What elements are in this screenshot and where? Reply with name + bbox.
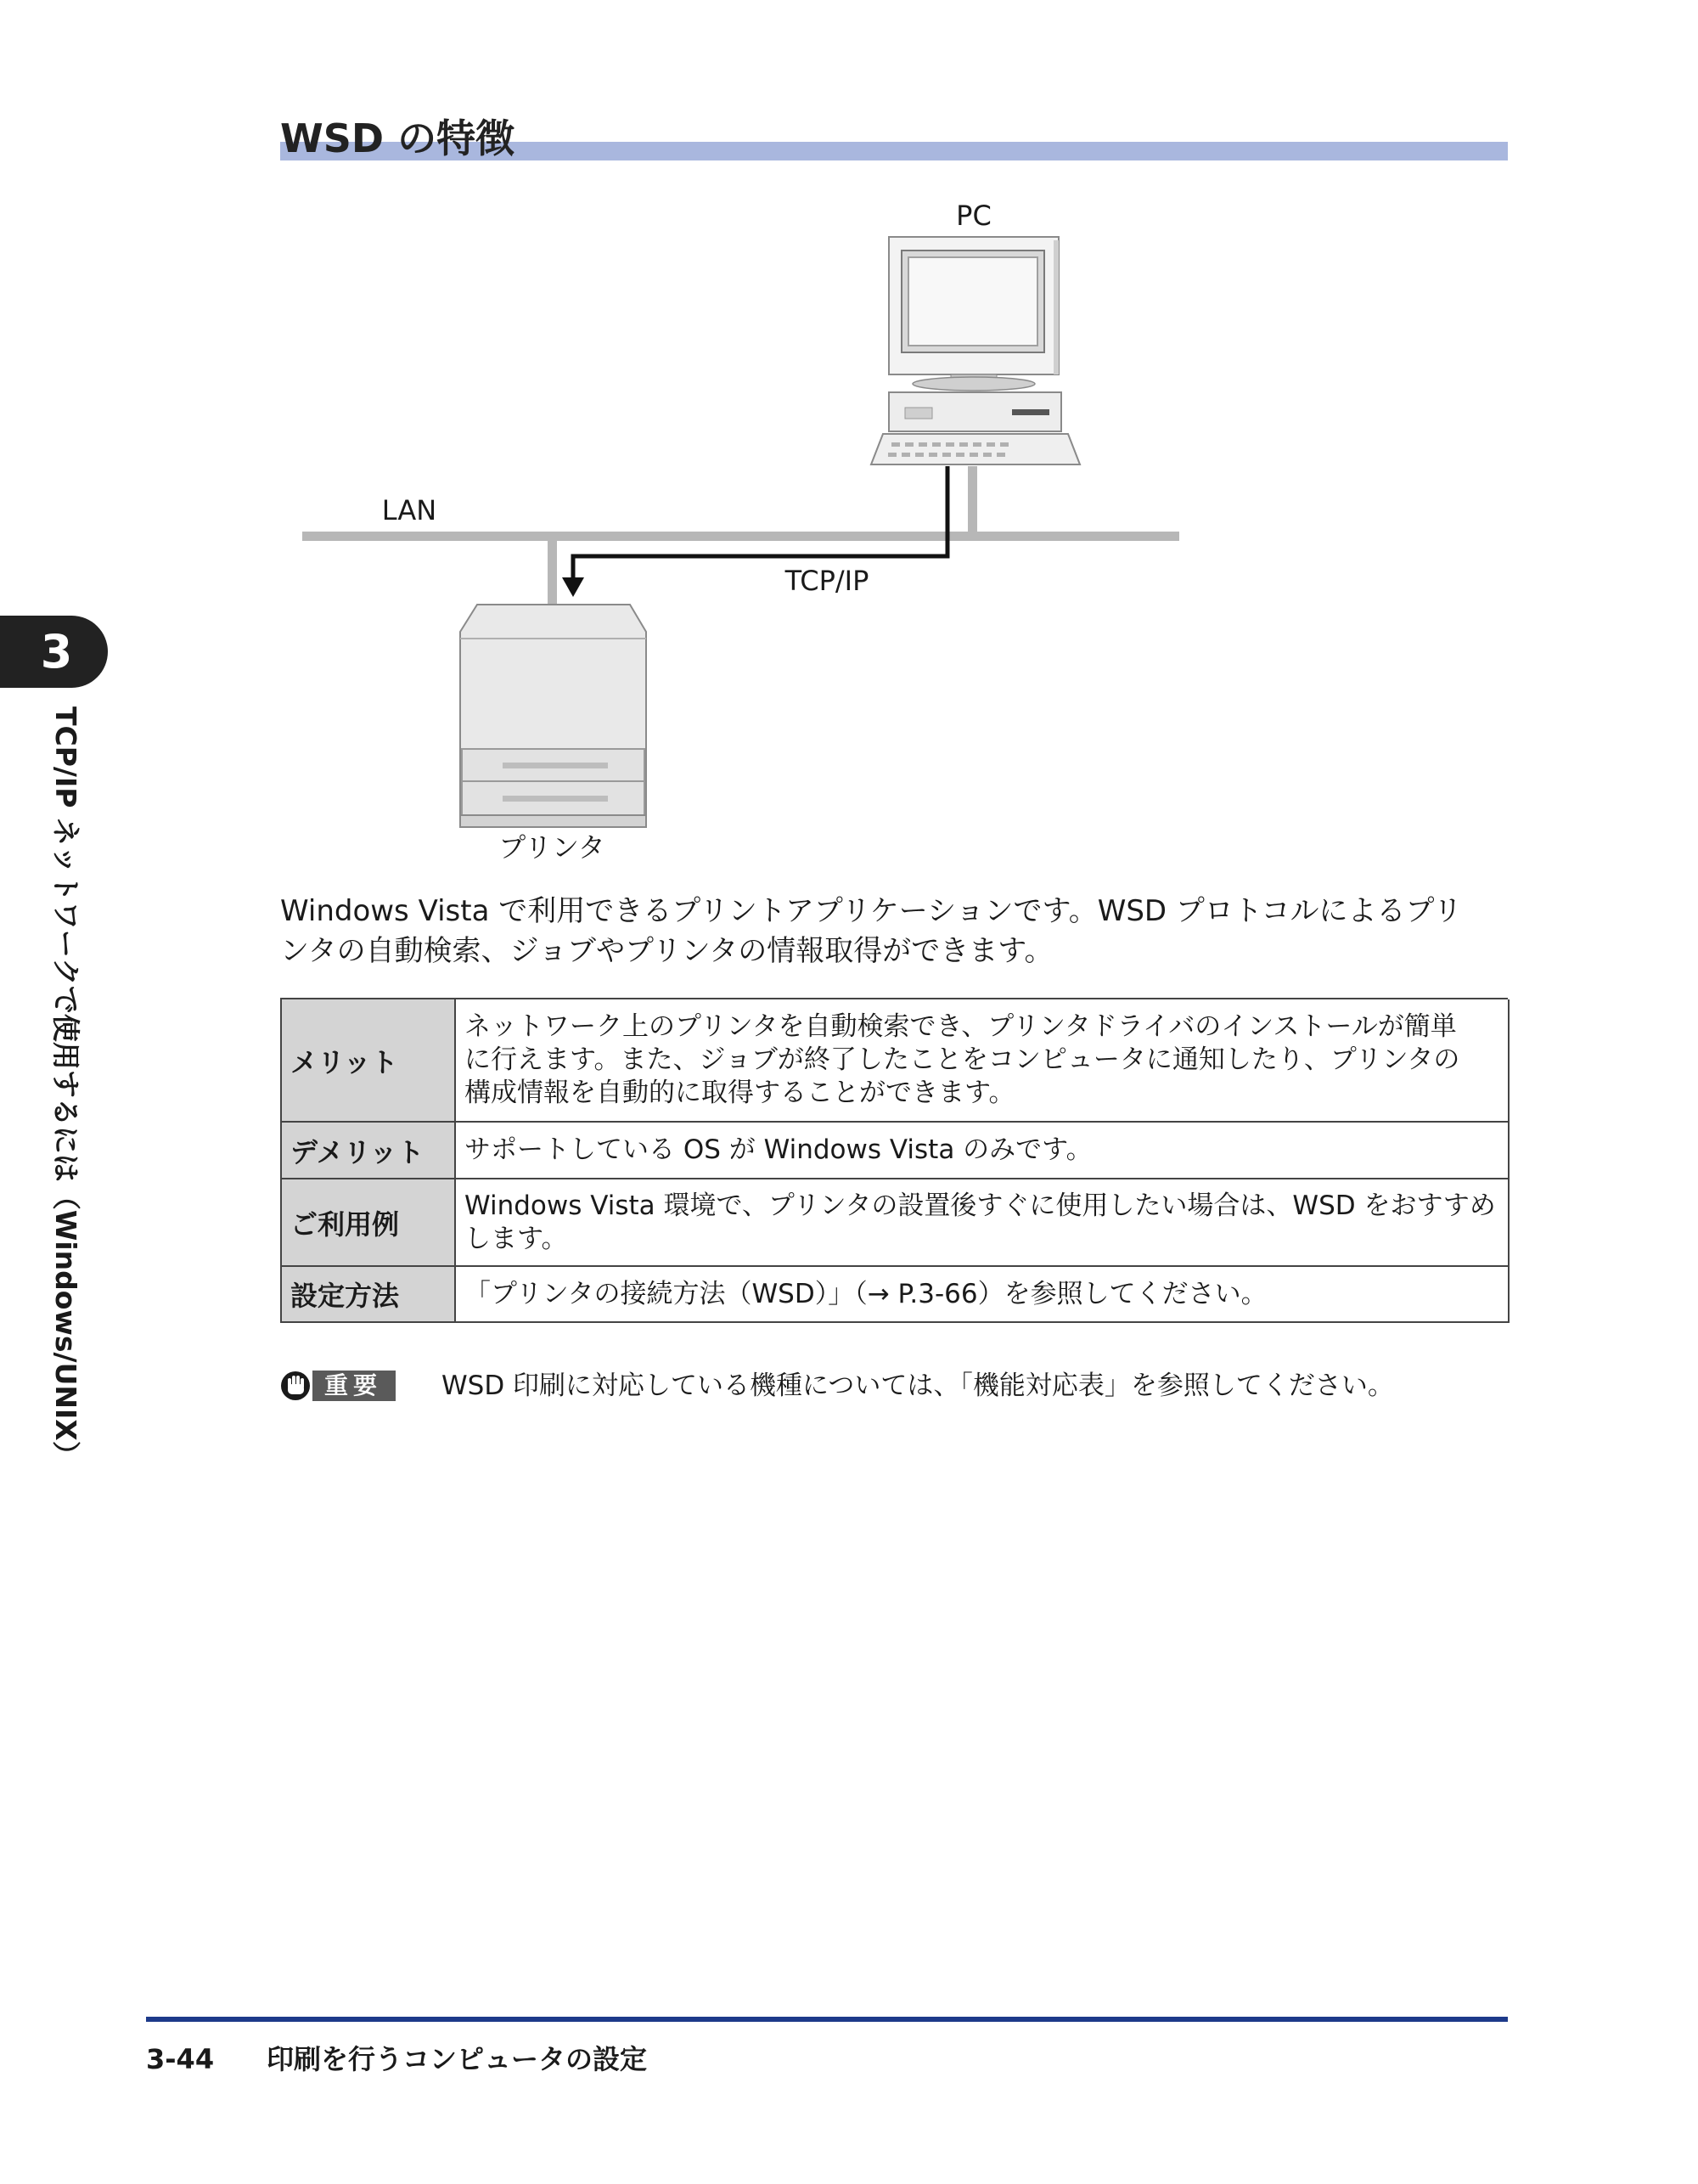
footer-section-title: 印刷を行うコンピュータの設定 <box>267 2043 648 2075</box>
row-header-merit: メリット <box>282 999 456 1123</box>
tcpip-path <box>573 466 947 579</box>
intro-paragraph <box>280 892 1520 971</box>
footer-rule <box>146 2017 1508 2022</box>
printer-icon <box>460 605 646 827</box>
pc-lan-drop <box>968 466 977 534</box>
pc-icon <box>871 237 1080 464</box>
row-value-setup-method <box>456 1267 1510 1323</box>
lan-label: LAN <box>381 494 437 526</box>
hand-icon <box>280 1371 312 1401</box>
important-badge <box>280 1371 396 1401</box>
cell-line: に行えます。また、ジョブが終了したことをコンピュータに通知したり、プリンタの <box>464 1044 1460 1075</box>
row-header-setup-method: 設定方法 <box>282 1267 456 1323</box>
page-number: 3-44 <box>146 2043 215 2075</box>
intro-line: ンタの自動検索、ジョブやプリンタの情報取得ができます。 <box>280 934 1054 968</box>
row-value-usage-example <box>456 1179 1510 1267</box>
chapter-title: TCP/IP ネットワークで使用するには（Windows/UNIX） <box>49 706 82 1469</box>
row-value-demerit <box>456 1123 1510 1179</box>
cell-line: します。 <box>464 1223 568 1254</box>
cell-line: Windows Vista 環境で、プリンタの設置後すぐに使用したい場合は、WSD をおすすめ <box>464 1190 1496 1221</box>
chapter-number: 3 <box>40 624 73 678</box>
lan-cable <box>302 532 1179 541</box>
row-value-merit <box>456 999 1510 1123</box>
protocol-label: TCP/IP <box>784 565 869 597</box>
feature-table <box>280 998 1508 1323</box>
printer-label: プリンタ <box>498 831 605 864</box>
pc-label: PC <box>956 200 992 232</box>
cell-line: 「プリンタの接続方法（WSD）」（→ P.3-66）を参照してください。 <box>464 1278 1268 1309</box>
important-label: 重要 <box>324 1371 383 1399</box>
row-header-usage-example: ご利用例 <box>282 1179 456 1267</box>
cell-line: ネットワーク上のプリンタを自動検索でき、プリンタドライバのインストールが簡単 <box>464 1011 1457 1042</box>
cell-line: サポートしている OS が Windows Vista のみです。 <box>464 1134 1093 1165</box>
intro-line: Windows Vista で利用できるプリントアプリケーションです。WSD プロトコルによるプリ <box>280 894 1463 928</box>
network-diagram <box>0 0 1698 883</box>
important-note-text: WSD 印刷に対応している機種については、「機能対応表」を参照してください。 <box>441 1371 1394 1401</box>
section-title: WSD の特徴 <box>280 115 515 161</box>
row-header-demerit: デメリット <box>282 1123 456 1179</box>
printer-lan-drop <box>548 539 557 605</box>
tcpip-arrowhead-icon <box>562 577 584 597</box>
cell-line: 構成情報を自動的に取得することができます。 <box>464 1078 1015 1108</box>
